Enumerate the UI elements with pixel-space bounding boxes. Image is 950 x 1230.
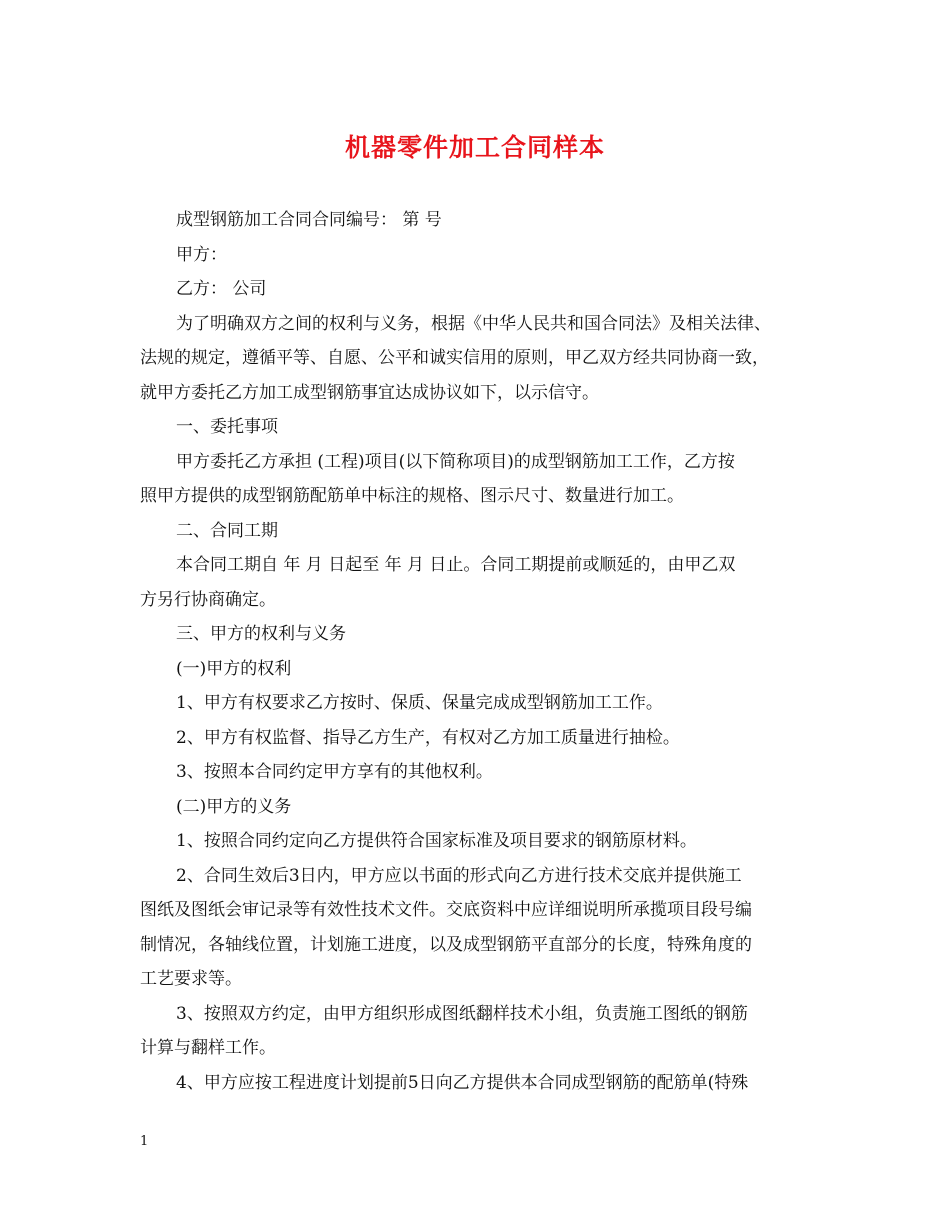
document-line: 就甲方委托乙方加工成型钢筋事宜达成协议如下，以示信守。 (140, 382, 599, 403)
document-title: 机器零件加工合同样本 (344, 133, 605, 162)
document-line: 1、甲方有权要求乙方按时、保质、保量完成成型钢筋加工工作。 (176, 693, 663, 713)
document-line: 本合同工期自 年 月 日起至 年 月 日止。合同工期提前或顺延的，由甲乙双 (176, 555, 736, 575)
document-line: 2、合同生效后3日内，甲方应以书面的形式向乙方进行技术交底并提供施工 (176, 865, 742, 886)
document-line: (二)甲方的义务 (176, 796, 292, 817)
document-line: 2、甲方有权监督、指导乙方生产，有权对乙方加工质量进行抽检。 (176, 727, 680, 748)
document-line: 计算与翻样工作。 (140, 1038, 276, 1058)
document-line: 一、委托事项 (176, 417, 278, 437)
document-line: 甲方： (176, 244, 227, 265)
document-body (140, 203, 812, 1100)
document-line: 4、甲方应按工程进度计划提前5日向乙方提供本合同成型钢筋的配筋单(特殊 (176, 1072, 749, 1093)
document-line: 3、按照本合同约定甲方享有的其他权利。 (176, 762, 493, 782)
document-line: 制情况，各轴线位置，计划施工进度，以及成型钢筋平直部分的长度，特殊角度的 (140, 934, 752, 955)
document-line: 二、合同工期 (176, 520, 278, 541)
document-line: 甲方委托乙方承担 (工程)项目(以下简称项目)的成型钢筋加工工作，乙方按 (176, 451, 735, 472)
document-line: 图纸及图纸会审记录等有效性技术文件。交底资料中应详细说明所承揽项目段号编 (140, 900, 752, 920)
document-line: (一)甲方的权利 (176, 658, 292, 679)
document-line: 3、按照双方约定，由甲方组织形成图纸翻样技术小组，负责施工图纸的钢筋 (176, 1003, 748, 1024)
document-line: 工艺要求等。 (140, 969, 242, 989)
document-line: 法规的规定，遵循平等、自愿、公平和诚实信用的原则，甲乙双方经共同协商一致， (140, 348, 769, 368)
document-line: 为了明确双方之间的权利与义务，根据《中华人民共和国合同法》及相关法律、 (176, 313, 771, 334)
document-line: 照甲方提供的成型钢筋配筋单中标注的规格、图示尺寸、数量进行加工。 (140, 486, 684, 506)
document-line: 乙方： 公司 (176, 279, 267, 299)
document-line: 三、甲方的权利与义务 (176, 624, 346, 644)
page-number: 1 (140, 1134, 149, 1149)
document-line: 方另行协商确定。 (140, 589, 276, 610)
document-line: 成型钢筋加工合同合同编号： 第 号 (176, 210, 442, 230)
document-line: 1、按照合同约定向乙方提供符合国家标准及项目要求的钢筋原材料。 (176, 831, 697, 851)
